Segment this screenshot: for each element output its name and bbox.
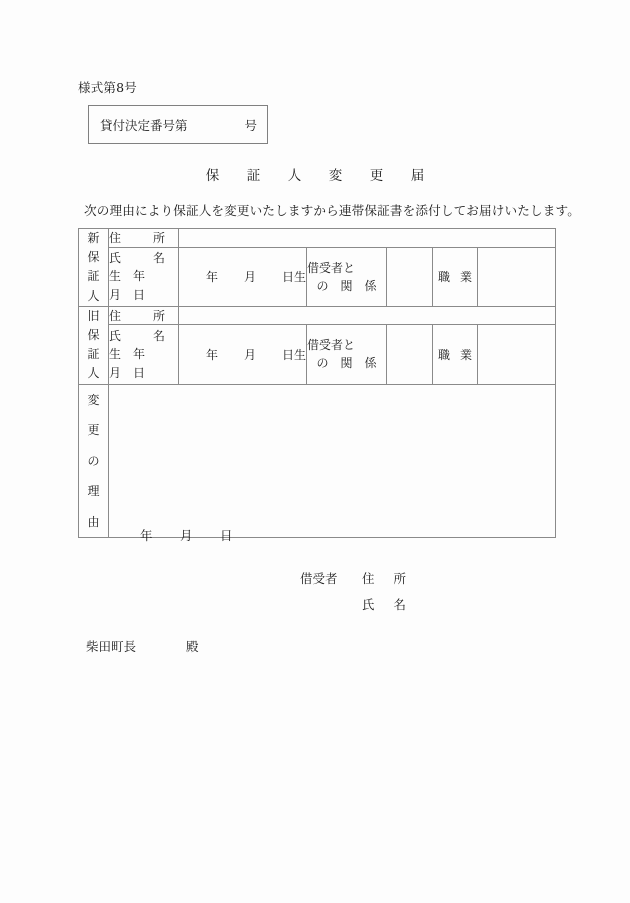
relation-label-line1: 借受者と (307, 338, 356, 353)
name-label-left: 氏 (109, 328, 122, 343)
new-guarantor-address-field[interactable] (179, 229, 556, 248)
borrower-name-label-right: 名 (393, 597, 406, 613)
borrower-address-row[interactable] (300, 566, 560, 592)
birth-year-unit: 年 (205, 270, 218, 285)
new-guarantor-relation-field[interactable] (387, 247, 433, 306)
birth-year-unit: 年 (205, 347, 218, 362)
loan-decision-number-unit: 号 (244, 117, 257, 133)
section-label-char: 理 (87, 484, 100, 499)
birth-date-label: 生 年 月 日 (109, 269, 158, 303)
section-label-char: 人 (87, 366, 100, 381)
birth-day-unit: 日生 (281, 270, 306, 285)
section-label-char: の (87, 453, 100, 468)
old-guarantor-address-field[interactable] (179, 306, 556, 325)
birth-month-unit: 月 (243, 270, 256, 285)
old-guarantor-relation-label (307, 325, 387, 384)
new-guarantor-address-label (109, 229, 179, 248)
table-row-old-guarantor-details (79, 325, 556, 384)
new-guarantor-job-label (433, 247, 478, 306)
birth-month-unit: 月 (243, 347, 256, 362)
address-label-right: 所 (152, 231, 165, 246)
old-guarantor-name-label (109, 325, 179, 384)
relation-label-line1: 借受者と (307, 260, 356, 275)
borrower-address-label-right: 所 (393, 571, 406, 586)
name-label-left: 氏 (109, 250, 122, 265)
date-year-unit: 年 (140, 528, 153, 543)
section-label-char: 保 (87, 327, 100, 342)
guarantor-change-table (78, 228, 556, 538)
new-guarantor-job-field[interactable] (478, 247, 556, 306)
relation-label-line2: の 関 係 (316, 278, 377, 293)
borrower-signature-block (300, 566, 560, 619)
addressee-name: 柴田町長 (86, 639, 137, 654)
section-label-char: 証 (87, 269, 100, 284)
borrower-name-row[interactable] (300, 592, 560, 618)
new-guarantor-name-label (109, 247, 179, 306)
relation-label-line2: の 関 係 (316, 356, 377, 371)
old-guarantor-birthdate-field[interactable] (179, 325, 307, 384)
new-guarantor-birthdate-field[interactable] (179, 247, 307, 306)
section-label-char: 新 (87, 231, 100, 245)
birth-day-unit: 日生 (281, 347, 306, 362)
section-label-char: 由 (87, 514, 100, 529)
section-label-char: 旧 (87, 308, 100, 323)
address-label-right: 所 (152, 309, 165, 324)
old-guarantor-job-label (433, 325, 478, 384)
old-guarantor-relation-field[interactable] (387, 325, 433, 384)
submission-date-line[interactable] (140, 526, 232, 544)
borrower-label: 借受者 (300, 571, 338, 586)
section-label-char: 証 (87, 347, 100, 362)
job-label-right: 業 (459, 347, 472, 362)
table-row-old-guarantor-address (79, 306, 556, 325)
section-label-char: 変 (87, 392, 100, 407)
section-label-old-guarantor (79, 306, 109, 384)
old-guarantor-job-field[interactable] (478, 325, 556, 384)
name-label-right: 名 (152, 328, 165, 343)
new-guarantor-relation-label (307, 247, 387, 306)
date-month-unit: 月 (179, 528, 193, 543)
name-label-right: 名 (152, 250, 165, 265)
job-label-left: 職 (438, 347, 451, 362)
address-label-left: 住 (109, 231, 122, 246)
page-title: 保 証 人 変 更 届 (205, 168, 432, 184)
loan-decision-number-box[interactable] (88, 105, 268, 144)
section-label-char: 保 (87, 250, 100, 265)
table-row-new-guarantor-details (79, 247, 556, 306)
addressee-line (86, 637, 199, 655)
section-label-char: 更 (87, 423, 100, 438)
job-label-right: 業 (459, 270, 472, 285)
table-row-new-guarantor-address (79, 229, 556, 248)
change-reason-field[interactable] (109, 384, 556, 538)
form-number: 様式第8号 (78, 80, 137, 95)
table-row-change-reason (79, 384, 556, 538)
date-day-unit: 日 (219, 528, 233, 543)
old-guarantor-address-label (109, 306, 179, 325)
addressee-honorific: 殿 (186, 639, 199, 654)
section-label-char: 人 (87, 288, 100, 303)
job-label-left: 職 (438, 270, 451, 285)
intro-paragraph: 次の理由により保証人を変更いたしますから連帯保証書を添付してお届けいたします。 (84, 203, 580, 218)
borrower-name-label-left: 氏 (362, 597, 375, 613)
loan-decision-number-label: 貸付決定番号第 (100, 117, 188, 133)
address-label-left: 住 (109, 309, 122, 324)
borrower-address-label-left: 住 (362, 571, 375, 586)
section-label-change-reason (79, 384, 109, 538)
birth-date-label: 生 年 月 日 (109, 347, 158, 380)
section-label-new-guarantor (79, 229, 109, 307)
